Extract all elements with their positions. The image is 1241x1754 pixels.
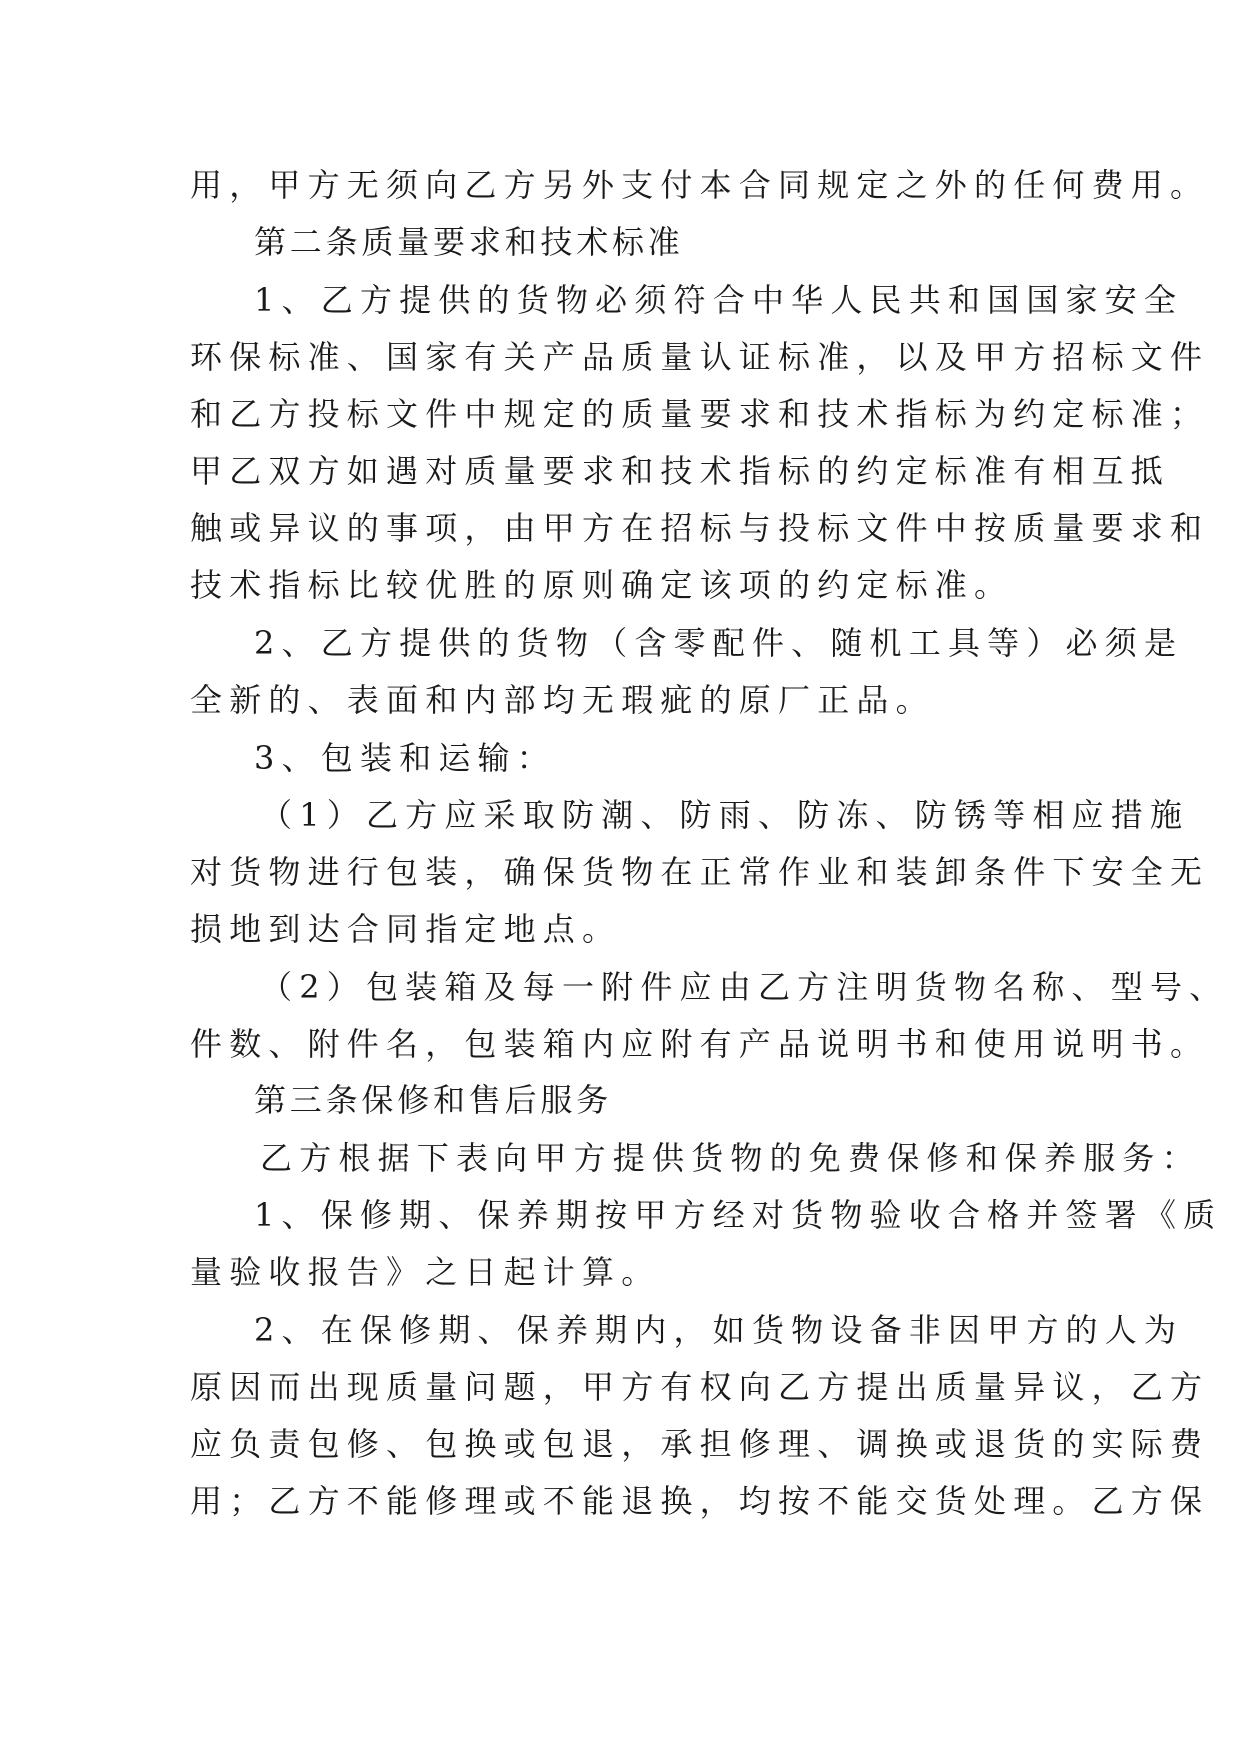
text-line-6: 甲乙双方如遇对质量要求和技术指标的约定标准有相互抵 [190, 452, 1171, 490]
text-line-7: 触或异议的事项，由甲方在招标与投标文件中按质量要求和 [190, 509, 1210, 547]
text-line-14: 损地到达合同指定地点。 [190, 910, 622, 948]
text-line-13: 对货物进行包装，确保货物在正常作业和装卸条件下安全无 [190, 853, 1210, 891]
text-line-5: 和乙方投标文件中规定的质量要求和技术指标为约定标准； [190, 395, 1210, 433]
text-line-11: 3、包装和运输： [254, 739, 556, 777]
text-line-21: 2、在保修期、保养期内，如货物设备非因甲方的人为 [254, 1311, 1184, 1349]
text-line-15: （2）包装箱及每一附件应由乙方注明货物名称、型号、 [260, 968, 1229, 1006]
text-line-8: 技术指标比较优胜的原则确定该项的约定标准。 [190, 566, 1014, 604]
text-line-16: 件数、附件名，包装箱内应附有产品说明书和使用说明书。 [190, 1025, 1210, 1063]
section-heading-warranty: 第三条保修和售后服务 [254, 1081, 613, 1119]
text-line-20: 量验收报告》之日起计算。 [190, 1253, 661, 1291]
text-line-9: 2、乙方提供的货物（含零配件、随机工具等）必须是 [254, 624, 1184, 662]
text-line-1: 用，甲方无须向乙方另外支付本合同规定之外的任何费用。 [190, 166, 1210, 204]
text-line-18: 乙方根据下表向甲方提供货物的免费保修和保养服务： [260, 1139, 1201, 1177]
text-line-24: 用；乙方不能修理或不能退换，均按不能交货处理。乙方保 [190, 1482, 1210, 1520]
text-line-3: 1、乙方提供的货物必须符合中华人民共和国国家安全 [254, 281, 1184, 319]
text-line-23: 应负责包修、包换或包退，承担修理、调换或退货的实际费 [190, 1425, 1210, 1463]
text-line-19: 1、保修期、保养期按甲方经对货物验收合格并签署《质 [254, 1196, 1223, 1234]
section-heading-quality: 第二条质量要求和技术标准 [254, 223, 684, 261]
text-line-22: 原因而出现质量问题，甲方有权向乙方提出质量异议，乙方 [190, 1368, 1210, 1406]
text-line-4: 环保标准、国家有关产品质量认证标准，以及甲方招标文件 [190, 338, 1210, 376]
text-line-10: 全新的、表面和内部均无瑕疵的原厂正品。 [190, 681, 935, 719]
text-line-12: （1）乙方应采取防潮、防雨、防冻、防锈等相应措施 [260, 796, 1190, 834]
